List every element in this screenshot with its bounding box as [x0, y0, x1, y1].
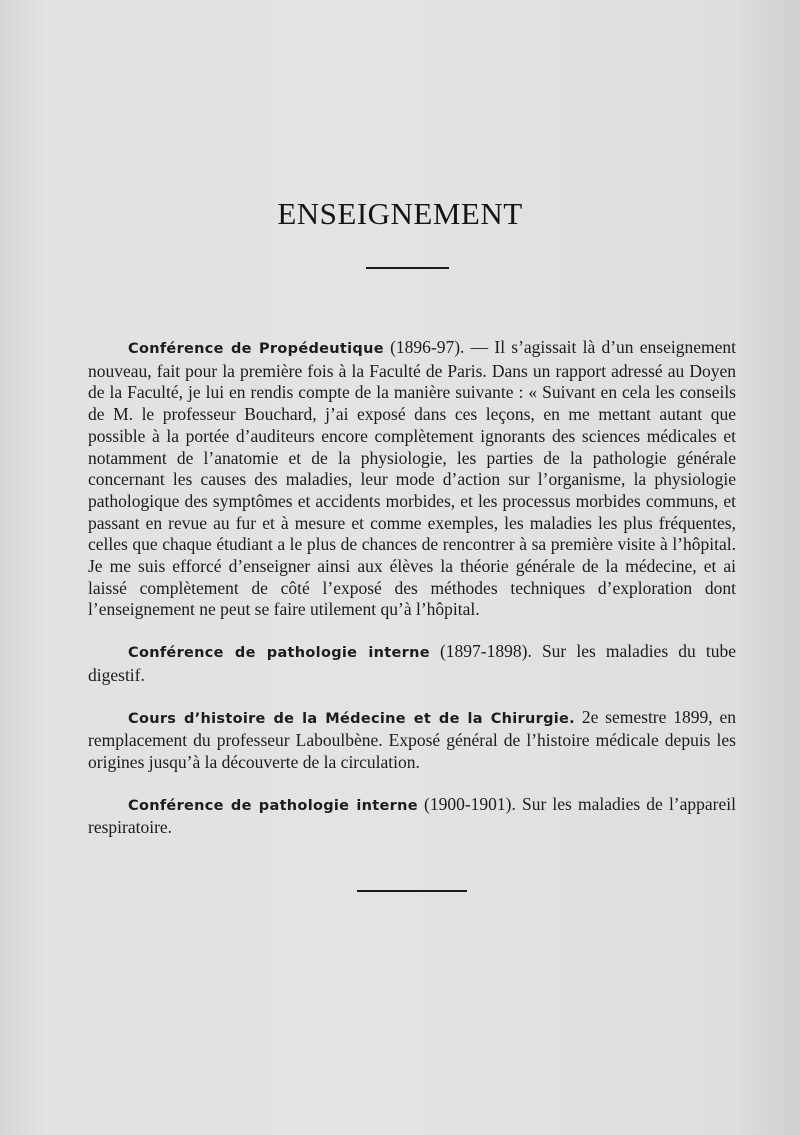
paragraph-pathologie-1900	[88, 794, 736, 839]
paragraph-propedeutique	[88, 337, 736, 621]
paragraph-lead: Conférence de Propédeutique	[128, 341, 384, 357]
closing-divider	[357, 890, 467, 892]
paragraph-lead: Conférence de pathologie interne	[128, 797, 418, 814]
paragraph-text: (1896-97). — Il s’agissait là d’un enseignement nouveau, fait pour la première fois à la Faculté de Paris. Dans un rapport adressé au Doyen de la Faculté, je lui en rendis compte de la manière suivante : « Suivant en cela les conseils de M. le professeur Bouchard, j’ai exposé dans ces leçons, en me mettant autant que possible à la portée d’auditeurs encore complètement ignorants des sciences médicales et notamment de l’anatomie et de la physiologie, les parties de la pathologie générale concernant les causes des maladies, leur mode d’action sur l’organisme, la physiologie pathologique des symptômes et accidents morbides, et les processus morbides communs, et passant en revue au fur et à mesure et comme exemples, les maladies les plus fréquentes, celles que chaque étudiant a le plus de chances de rencontrer à sa première visite à l’hôpital. Je me suis efforcé d’enseigner ainsi aux élèves la théorie générale de la médecine, et ai laissé complètement de côté l’exposé des méthodes techniques d’exploration dont l’enseignement ne peut se faire utilement qu’à l’hôpital.	[88, 337, 736, 620]
paragraph-text: 2e semestre 1899, en remplacement du professeur Laboulbène. Exposé général de l’histoire médicale depuis les origines jusqu’à la découverte de la circulation.	[88, 706, 736, 772]
title-divider	[366, 267, 449, 269]
paragraph-lead: Conférence de pathologie interne	[128, 645, 430, 662]
body-text	[88, 337, 736, 859]
paragraph-pathologie-1897	[88, 641, 736, 686]
paragraph-text: (1900-1901). Sur les maladies de l’appareil respiratoire.	[88, 793, 736, 838]
paragraph-lead: Cours d’histoire de la Médecine et de la Chirurgie.	[128, 710, 575, 727]
page-title: ENSEIGNEMENT	[277, 196, 523, 231]
paragraph-histoire-medecine	[88, 707, 736, 774]
paragraph-text: (1897-1898). Sur les maladies du tube digestif.	[88, 641, 736, 685]
